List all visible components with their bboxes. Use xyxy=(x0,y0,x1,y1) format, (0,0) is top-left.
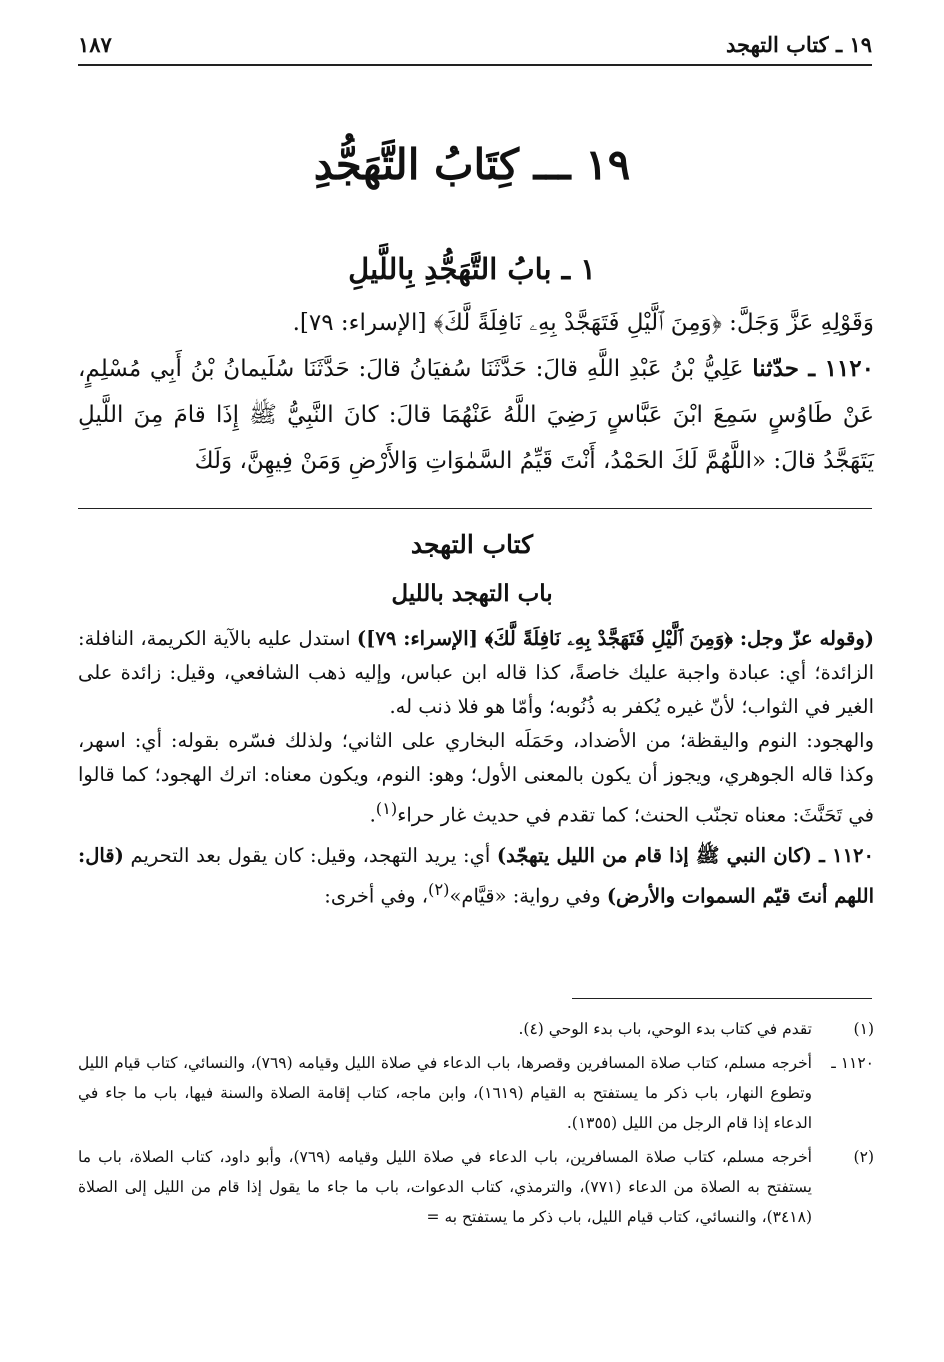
main-text xyxy=(78,300,874,484)
footnote-item xyxy=(78,1142,874,1232)
commentary-body xyxy=(78,622,874,913)
footnote-item xyxy=(78,1014,874,1044)
page-number: ١٨٧ xyxy=(78,32,112,57)
commentary-quran: ﴿وَمِنَ ٱلَّيْلِ فَتَهَجَّدْ بِهِۦ نَافِلَةً لَّكَ﴾ xyxy=(484,627,733,650)
footnote-item xyxy=(78,1048,874,1138)
verse-ref: [الإسراء: ٧٩]. xyxy=(292,310,434,336)
commentary-quote-1: (كان النبي ﷺ إذا قام من الليل يتهجّد) xyxy=(496,843,812,867)
footnote-label: ١١٢٠ ـ xyxy=(831,1054,874,1072)
commentary-title: كتاب التهجد xyxy=(410,530,534,559)
verse-quran: ﴿وَمِنَ ٱلَّيْلِ فَتَهَجَّدْ بِهِۦ نَافِلَةً لَّكَ﴾ xyxy=(433,310,722,336)
verse-lead: وَقَوْلِهِ عَزَّ وَجَلَّ: xyxy=(721,310,874,336)
hadith-paragraph xyxy=(78,346,874,484)
commentary-paragraph-2 xyxy=(78,724,874,833)
footnote-label: (١) xyxy=(853,1020,874,1038)
commentary-quote-open: (وقوله عزّ وجل: xyxy=(732,627,874,650)
footnote-divider xyxy=(572,998,872,999)
commentary-paragraph-1 xyxy=(78,622,874,724)
commentary-subtitle: باب التهجد بالليل xyxy=(391,580,553,607)
commentary-ref: [الإسراء: ٧٩]) xyxy=(356,627,485,650)
book-title: ١٩ ـــ كِتَابُ التَّهَجُّدِ xyxy=(313,140,631,189)
footnote-text: أخرجه مسلم، كتاب صلاة المسافرين وقصرها، باب الدعاء في صلاة الليل وقيامه (٧٦٩)، والنسائي، كتاب قيام الليل وتطوع النهار، باب ذكر ما يستفتح به القيام (١٦١٩)، وابن ماجه، كتاب إقامة الصلاة والسنة فيها، باب ما جاء في الدعاء إذا قام الرجل من الليل (١٣٥٥). xyxy=(78,1054,812,1132)
hadith-number: ١١٢٠ ـ حدّثنا xyxy=(752,355,874,382)
footnote-marker-1[interactable]: (١) xyxy=(375,799,398,818)
commentary-text-2-end: . xyxy=(369,803,376,827)
running-header-chapter: ١٩ ـ كتاب التهجد xyxy=(726,32,872,57)
footnote-text: تقدم في كتاب بدء الوحي، باب بدء الوحي (٤). xyxy=(518,1020,812,1038)
running-header xyxy=(78,28,872,66)
commentary-text-3a: أي: يريد التهجد، وقيل: كان يقول بعد التحريم xyxy=(123,843,497,867)
commentary-paragraph-3 xyxy=(78,839,874,914)
footnotes xyxy=(78,1014,874,1236)
commentary-text-2: والهجود: النوم واليقظة؛ من الأضداد، وحَمَلَه البخاري على الثاني؛ ولذلك فسّره بقوله: أي: اسهر، وكذا قاله الجوهري، ويجوز أن يكون بالمعنى الأول؛ وهو: النوم، ويكون معناه: اترك الهجود؛ كما قالوا في تَحَنَّثَ: معناه تجنّب الحنث؛ كما تقدم في حديث غار حراء xyxy=(78,729,874,827)
hadith-text: عَلِيُّ بْنُ عَبْدِ اللَّهِ قالَ: حَدَّثَنَا سُفيَانُ قالَ: حَدَّثَنَا سُلَيمانُ بْنُ أَبِي مُسْلِمٍ، عَنْ طَاوُسٍ سَمِعَ ابْنَ عَبَّاسٍ رَضِيَ اللَّهُ عَنْهُمَا قالَ: كانَ النَّبِيُّ ﷺ إِذَا قامَ مِنَ اللَّيلِ يَتَهَجَّدُ قالَ: «اللَّهُمَّ لَكَ الحَمْدُ، أَنْتَ قَيِّمُ السَّمٰوَاتِ وَالأَرْضِ وَمَنْ فِيهِنَّ، وَلَكَ xyxy=(78,356,874,474)
footnote-label: (٢) xyxy=(853,1148,874,1166)
commentary-text-1: استدل عليه بالآية الكريمة، النافلة: الزائدة؛ أي: عبادة واجبة عليك خاصةً، كذا قاله ابن عباس، وإليه ذهب الشافعي، وقيل: زائدة على الغير في الثواب؛ لأنّ غيره يُكفر به ذُنُوبه؛ وأمّا هو فلا ذنب له. xyxy=(78,627,874,718)
footnote-text: أخرجه مسلم، كتاب صلاة المسافرين، باب الدعاء في صلاة الليل وقيامه (٧٦٩)، وأبو داود، كتاب الصلاة، باب ما يستفتح به الصلاة من الدعاء (٧٧١)، والترمذي، كتاب الدعوات، باب ما جاء ما يقول إذا قام من الليل إلى الصلاة (٣٤١٨)، والنسائي، كتاب قيام الليل، باب ذكر ما يستفتح به = xyxy=(78,1148,812,1226)
commentary-hadith-number: ١١٢٠ ـ xyxy=(811,843,875,867)
commentary-text-3c: ، وفي أخرى: xyxy=(324,884,429,907)
verse-line xyxy=(78,300,874,346)
commentary-quote-2: (قال: اللهم أنتَ قيّم السموات والأرض) xyxy=(78,843,874,907)
chapter-heading: ١ ـ بابُ التَّهَجُّدِ بِاللَّيلِ xyxy=(348,252,596,286)
commentary-text-3b: وفي رواية: «قيَّام» xyxy=(449,884,607,907)
footnote-marker-2[interactable]: (٢) xyxy=(428,879,450,899)
text-divider xyxy=(78,508,872,509)
